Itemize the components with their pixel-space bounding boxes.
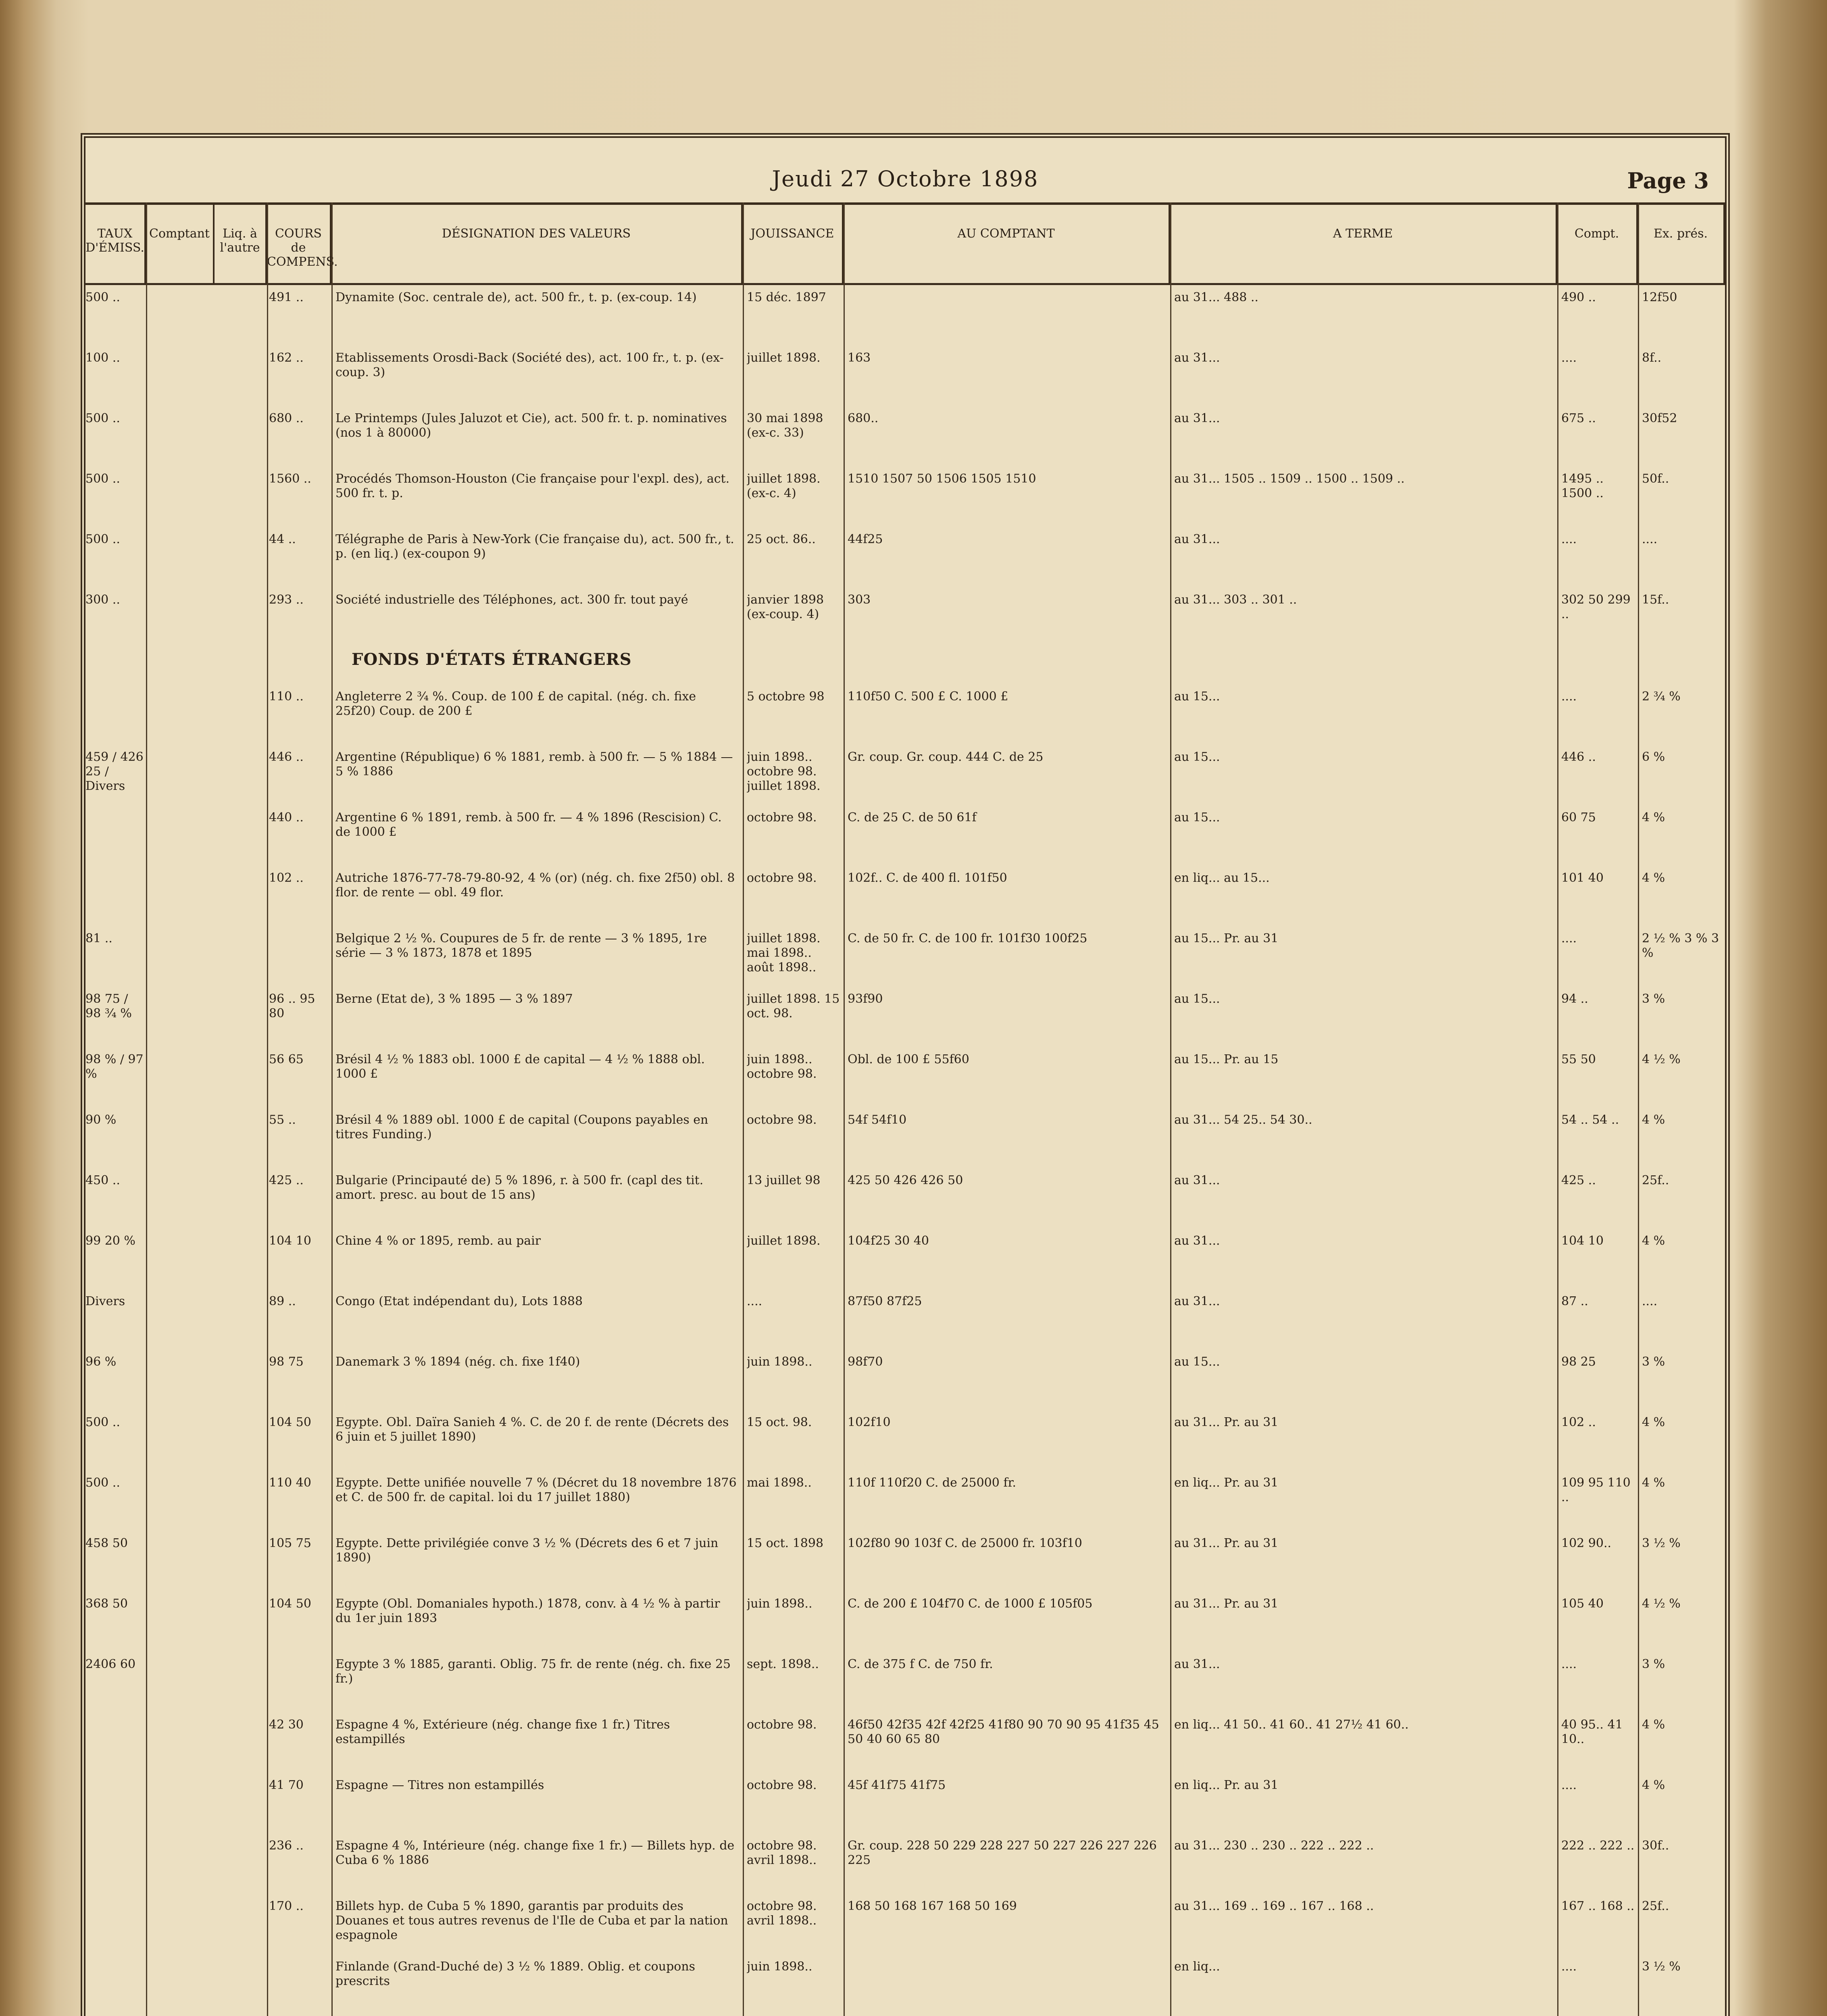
cell-designation: Egypte 3 % 1885, garanti. Oblig. 75 fr. de rente (nég. ch. fixe 25 fr.)	[335, 1657, 731, 1686]
cell-cloture: 490 ..	[1561, 290, 1596, 304]
cell-terme: au 15...	[1174, 689, 1220, 704]
cell-comptant: 425 50 426 426 50	[848, 1173, 963, 1187]
cell-taux: 450 ..	[85, 1173, 120, 1187]
cell-jouissance: juin 1898.. octobre 98.	[747, 1052, 817, 1081]
cell-interets: 12f50	[1642, 290, 1677, 304]
cell-designation: Egypte. Dette unifiée nouvelle 7 % (Décret du 18 novembre 1876 et C. de 500 fr. de capital. loi du 17 juillet 1880)	[335, 1476, 737, 1504]
cell-cloture: 60 75	[1561, 810, 1596, 825]
cell-cloture: 40 95.. 41 10..	[1561, 1718, 1623, 1746]
col-taux: TAUX D'ÉMISS.	[85, 202, 146, 283]
cell-cloture: 675 ..	[1561, 411, 1596, 425]
cell-interets: 4 %	[1642, 1234, 1665, 1248]
cell-interets: 25f..	[1642, 1899, 1669, 1913]
table-row	[85, 529, 1725, 589]
cell-designation: Congo (Etat indépendant du), Lots 1888	[335, 1294, 583, 1308]
cell-cloture: ....	[1561, 689, 1577, 704]
cell-comptant: C. de 200 £ 104f70 C. de 1000 £ 105f05	[848, 1597, 1093, 1611]
cell-cours: 1560 ..	[269, 472, 311, 486]
cell-terme: au 31... 488 ..	[1174, 290, 1258, 304]
cell-comptant: Obl. de 100 £ 55f60	[848, 1052, 969, 1066]
cell-cloture: 102 ..	[1561, 1415, 1596, 1429]
cell-designation: Espagne — Titres non estampillés	[335, 1778, 544, 1792]
cell-taux: 81 ..	[85, 931, 112, 946]
cell-designation: Espagne 4 %, Extérieure (nég. change fixe 1 fr.) Titres estampillés	[335, 1718, 670, 1746]
cell-terme: au 31...	[1174, 351, 1220, 365]
cell-cours: 104 10	[269, 1234, 311, 1248]
cell-jouissance: sept. 1898..	[747, 1657, 819, 1671]
cell-comptant: C. de 50 fr. C. de 100 fr. 101f30 100f25	[848, 931, 1087, 946]
cell-comptant: 98f70	[848, 1355, 883, 1369]
table-row	[85, 1896, 1725, 1956]
cell-terme: au 15... Pr. au 15	[1174, 1052, 1279, 1066]
cell-cloture: 167 .. 168 ..	[1561, 1899, 1635, 1913]
cell-comptant: 87f50 87f25	[848, 1294, 922, 1308]
table-row	[85, 1835, 1725, 1896]
cell-cours: 446 ..	[269, 750, 304, 764]
cell-jouissance: juillet 1898.	[747, 351, 821, 365]
cell-jouissance: juin 1898..	[747, 1960, 812, 1974]
cell-cloture: 446 ..	[1561, 750, 1596, 764]
cell-designation: Finlande (Grand-Duché de) 3 ½ % 1889. Oblig. et coupons prescrits	[335, 1960, 696, 1988]
cell-interets: 4 %	[1642, 1113, 1665, 1127]
cell-jouissance: octobre 98. avril 1898..	[747, 1899, 817, 1928]
cell-comptant: 110f50 C. 500 £ C. 1000 £	[848, 689, 1008, 704]
cell-comptant: 54f 54f10	[848, 1113, 907, 1127]
cell-interets: 4 %	[1642, 871, 1665, 885]
cell-designation: Brésil 4 % 1889 obl. 1000 £ de capital (Coupons payables en titres Funding.)	[335, 1113, 708, 1141]
cell-comptant: 303	[848, 593, 871, 607]
cell-cloture: ....	[1561, 532, 1577, 546]
cell-taux: Divers	[85, 1294, 125, 1308]
cell-designation: Egypte (Obl. Domaniales hypoth.) 1878, conv. à 4 ½ % à partir du 1er juin 1893	[335, 1597, 720, 1625]
cell-cloture: 55 50	[1561, 1052, 1596, 1066]
cell-jouissance: 5 octobre 98	[747, 689, 825, 704]
cell-terme: au 31...	[1174, 411, 1220, 425]
cell-terme: au 31... Pr. au 31	[1174, 1597, 1279, 1611]
table-row	[85, 348, 1725, 408]
table-row	[85, 1956, 1725, 2016]
cell-taux: 90 %	[85, 1113, 117, 1127]
cell-terme: au 15...	[1174, 810, 1220, 825]
cell-terme: au 31...	[1174, 1294, 1220, 1308]
cell-terme: en liq... 41 50.. 41 60.. 41 27½ 41 60..	[1174, 1718, 1409, 1732]
cell-jouissance: juillet 1898. 15 oct. 98.	[747, 992, 840, 1020]
cell-designation: Brésil 4 ½ % 1883 obl. 1000 £ de capital — 4 ½ % 1888 obl. 1000 £	[335, 1052, 705, 1081]
cell-cours: 162 ..	[269, 351, 304, 365]
cell-interets: 50f..	[1642, 472, 1669, 486]
cell-comptant: Gr. coup. Gr. coup. 444 C. de 25	[848, 750, 1044, 764]
col-interets: Ex. prés.	[1638, 202, 1725, 283]
cell-terme: au 31... Pr. au 31	[1174, 1536, 1279, 1550]
cell-terme: au 31...	[1174, 1173, 1220, 1187]
cell-jouissance: juin 1898..	[747, 1355, 812, 1369]
table-row	[85, 989, 1725, 1049]
cell-terme: au 15...	[1174, 750, 1220, 764]
cell-terme: en liq... au 15...	[1174, 871, 1270, 885]
page-header	[85, 138, 1725, 205]
cell-cours: 236 ..	[269, 1839, 304, 1853]
cell-taux: 500 ..	[85, 290, 120, 304]
cell-cloture: ....	[1561, 351, 1577, 365]
table-row	[85, 1291, 1725, 1352]
cell-jouissance: juillet 1898. (ex-c. 4)	[747, 472, 821, 500]
col-designation: DÉSIGNATION DES VALEURS	[331, 202, 743, 283]
table-row	[85, 1472, 1725, 1533]
cell-designation: Argentine (République) 6 % 1881, remb. à 500 fr. — 5 % 1884 — 5 % 1886	[335, 750, 733, 779]
cell-cloture: 302 50 299 ..	[1561, 593, 1631, 621]
cell-cloture: 425 ..	[1561, 1173, 1596, 1187]
cell-comptant: 102f80 90 103f C. de 25000 fr. 103f10	[848, 1536, 1082, 1550]
table-row	[85, 868, 1725, 928]
col-au-comptant: AU COMPTANT	[844, 202, 1170, 283]
cell-taux: 500 ..	[85, 411, 120, 425]
cell-comptant: 110f 110f20 C. de 25000 fr.	[848, 1476, 1017, 1490]
table-row	[85, 1654, 1725, 1714]
cell-jouissance: juillet 1898. mai 1898.. août 1898..	[747, 931, 821, 975]
cell-designation: Espagne 4 %, Intérieure (nég. change fixe 1 fr.) — Billets hyp. de Cuba 6 % 1886	[335, 1839, 735, 1867]
cell-jouissance: octobre 98.	[747, 1113, 817, 1127]
col-a-terme: A TERME	[1170, 202, 1557, 283]
cell-terme: au 15... Pr. au 31	[1174, 931, 1279, 946]
cell-interets: 4 %	[1642, 1718, 1665, 1732]
cell-cloture: ....	[1561, 1657, 1577, 1671]
table-row	[85, 1049, 1725, 1110]
cell-comptant: Gr. coup. 228 50 229 228 227 50 227 226 227 226 225	[848, 1839, 1157, 1867]
cell-comptant: 93f90	[848, 992, 883, 1006]
cell-cloture: ....	[1561, 1778, 1577, 1792]
cell-interets: 30f..	[1642, 1839, 1669, 1853]
cell-jouissance: octobre 98. avril 1898..	[747, 1839, 817, 1867]
cell-interets: 3 %	[1642, 992, 1665, 1006]
cell-interets: 4 ½ %	[1642, 1052, 1681, 1066]
cell-jouissance: 30 mai 1898 (ex-c. 33)	[747, 411, 823, 440]
col-comptant: Comptant	[146, 202, 215, 283]
cell-interets: 4 %	[1642, 810, 1665, 825]
cell-designation: Société industrielle des Téléphones, act. 300 fr. tout payé	[335, 593, 688, 607]
cell-designation: Danemark 3 % 1894 (nég. ch. fixe 1f40)	[335, 1355, 580, 1369]
cell-jouissance: janvier 1898 (ex-coup. 4)	[747, 593, 824, 621]
col-jouissance: JOUISSANCE	[743, 202, 844, 283]
cell-taux: 500 ..	[85, 472, 120, 486]
cell-designation: Egypte. Dette privilégiée conve 3 ½ % (Décrets des 6 et 7 juin 1890)	[335, 1536, 719, 1565]
col-cours: COURS de COMPENS.	[267, 202, 331, 283]
cell-comptant: 45f 41f75 41f75	[848, 1778, 946, 1792]
cell-comptant: C. de 25 C. de 50 61f	[848, 810, 977, 825]
cell-taux: 96 %	[85, 1355, 117, 1369]
cell-terme: au 31...	[1174, 532, 1220, 546]
cell-designation: Procédés Thomson-Houston (Cie française pour l'expl. des), act. 500 fr. t. p.	[335, 472, 730, 500]
cell-cours: 425 ..	[269, 1173, 304, 1187]
table-row	[85, 1170, 1725, 1231]
cell-jouissance: mai 1898..	[747, 1476, 812, 1490]
cell-cloture: 87 ..	[1561, 1294, 1588, 1308]
cell-designation: Bulgarie (Principauté de) 5 % 1896, r. à 500 fr. (capl des tit. amort. presc. au bout de 15 ans)	[335, 1173, 704, 1202]
table-row	[85, 1412, 1725, 1472]
cell-taux: 100 ..	[85, 351, 120, 365]
cell-comptant: 44f25	[848, 532, 883, 546]
cell-comptant: 1510 1507 50 1506 1505 1510	[848, 472, 1036, 486]
cell-interets: 25f..	[1642, 1173, 1669, 1187]
cell-jouissance: 15 déc. 1897	[747, 290, 826, 304]
cell-taux: 99 20 %	[85, 1234, 135, 1248]
cell-jouissance: octobre 98.	[747, 810, 817, 825]
cell-cours: 680 ..	[269, 411, 304, 425]
cell-cloture: 101 40	[1561, 871, 1604, 885]
section-title-text: FONDS D'ÉTATS ÉTRANGERS	[352, 650, 632, 669]
cell-cloture: 94 ..	[1561, 992, 1588, 1006]
cell-taux: 500 ..	[85, 1476, 120, 1490]
cell-cours: 491 ..	[269, 290, 304, 304]
cell-interets: ....	[1642, 532, 1658, 546]
cell-cours: 42 30	[269, 1718, 304, 1732]
cell-interets: ....	[1642, 1294, 1658, 1308]
table-row	[85, 686, 1725, 747]
listing-table	[85, 283, 1725, 2016]
cell-designation: Chine 4 % or 1895, remb. au pair	[335, 1234, 541, 1248]
cell-terme: au 31...	[1174, 1234, 1220, 1248]
table-row	[85, 408, 1725, 469]
cell-jouissance: 15 oct. 98.	[747, 1415, 812, 1429]
page-number: Page 3	[1627, 168, 1709, 194]
cell-interets: 4 ½ %	[1642, 1597, 1681, 1611]
cell-interets: 2 ¾ %	[1642, 689, 1681, 704]
cell-cours: 41 70	[269, 1778, 304, 1792]
cell-cloture: 105 40	[1561, 1597, 1604, 1611]
table-row	[85, 747, 1725, 807]
cell-terme: au 31... 54 25.. 54 30..	[1174, 1113, 1312, 1127]
cell-jouissance: ....	[747, 1294, 762, 1308]
table-row	[85, 1231, 1725, 1291]
table-row	[85, 1775, 1725, 1835]
cell-cloture: 54 .. 54 ..	[1561, 1113, 1619, 1127]
cell-cloture: 222 .. 222 ..	[1561, 1839, 1635, 1853]
table-row	[85, 1714, 1725, 1775]
cell-interets: 3 ½ %	[1642, 1960, 1681, 1974]
cell-cours: 98 75	[269, 1355, 304, 1369]
cell-designation: Angleterre 2 ¾ %. Coup. de 100 £ de capital. (nég. ch. fixe 25f20) Coup. de 200 £	[335, 689, 696, 718]
cell-interets: 30f52	[1642, 411, 1677, 425]
cell-cours: 293 ..	[269, 593, 304, 607]
cell-interets: 15f..	[1642, 593, 1669, 607]
cell-cours: 102 ..	[269, 871, 304, 885]
cell-cours: 89 ..	[269, 1294, 296, 1308]
cell-jouissance: 25 oct. 86..	[747, 532, 816, 546]
cell-cours: 104 50	[269, 1597, 311, 1611]
cell-terme: au 31... 303 .. 301 ..	[1174, 593, 1297, 607]
cell-cours: 44 ..	[269, 532, 296, 546]
cell-terme: au 15...	[1174, 992, 1220, 1006]
cell-taux: 500 ..	[85, 1415, 120, 1429]
cell-interets: 4 %	[1642, 1778, 1665, 1792]
table-row	[85, 287, 1725, 348]
cell-interets: 4 %	[1642, 1476, 1665, 1490]
section-title	[85, 650, 1725, 678]
cell-terme: en liq...	[1174, 1960, 1220, 1974]
cell-comptant: 168 50 168 167 168 50 169	[848, 1899, 1017, 1913]
cell-interets: 3 %	[1642, 1657, 1665, 1671]
cell-taux: 459 / 426 25 / Divers	[85, 750, 144, 793]
cell-cloture: ....	[1561, 1960, 1577, 1974]
cell-comptant: 163	[848, 351, 871, 365]
cell-designation: Dynamite (Soc. centrale de), act. 500 fr., t. p. (ex-coup. 14)	[335, 290, 697, 304]
table-row	[85, 469, 1725, 529]
cell-cours: 110 40	[269, 1476, 311, 1490]
cell-interets: 4 %	[1642, 1415, 1665, 1429]
cell-cours: 56 65	[269, 1052, 304, 1066]
cell-interets: 6 %	[1642, 750, 1665, 764]
cell-designation: Le Printemps (Jules Jaluzot et Cie), act. 500 fr. t. p. nominatives (nos 1 à 80000)	[335, 411, 727, 440]
cell-jouissance: juillet 1898.	[747, 1234, 821, 1248]
cell-interets: 3 %	[1642, 1355, 1665, 1369]
table-row	[85, 928, 1725, 989]
cell-designation: Egypte. Obl. Daïra Sanieh 4 %. C. de 20 f. de rente (Décrets des 6 juin et 5 juillet 1890)	[335, 1415, 729, 1444]
cell-cours: 170 ..	[269, 1899, 304, 1913]
cell-comptant: 680..	[848, 411, 879, 425]
cell-cours: 55 ..	[269, 1113, 296, 1127]
col-compt: Compt.	[1557, 202, 1638, 283]
cell-cloture: 98 25	[1561, 1355, 1596, 1369]
cell-terme: au 15...	[1174, 1355, 1220, 1369]
cell-cours: 104 50	[269, 1415, 311, 1429]
cell-comptant: 46f50 42f35 42f 42f25 41f80 90 70 90 95 41f35 45 50 40 60 65 80	[848, 1718, 1159, 1746]
col-liq: Liq. à l'autre	[215, 202, 267, 283]
page-date: Jeudi 27 Octobre 1898	[772, 166, 1039, 192]
cell-comptant: 102f.. C. de 400 fl. 101f50	[848, 871, 1007, 885]
cell-designation: Berne (Etat de), 3 % 1895 — 3 % 1897	[335, 992, 573, 1006]
cell-comptant: 102f10	[848, 1415, 891, 1429]
cell-taux: 458 50	[85, 1536, 128, 1550]
cell-taux: 500 ..	[85, 532, 120, 546]
cell-designation: Billets hyp. de Cuba 5 % 1890, garantis par produits des Douanes et tous autres revenus de l'Ile de Cuba et par la nation espagnole	[335, 1899, 728, 1942]
cell-jouissance: 13 juillet 98	[747, 1173, 821, 1187]
table-row	[85, 1352, 1725, 1412]
cell-cloture: 109 95 110 ..	[1561, 1476, 1631, 1504]
cell-terme: au 31... 230 .. 230 .. 222 .. 222 ..	[1174, 1839, 1374, 1853]
cell-jouissance: octobre 98.	[747, 1718, 817, 1732]
cell-jouissance: octobre 98.	[747, 871, 817, 885]
cell-designation: Argentine 6 % 1891, remb. à 500 fr. — 4 % 1896 (Rescision) C. de 1000 £	[335, 810, 722, 839]
cell-jouissance: octobre 98.	[747, 1778, 817, 1792]
table-row	[85, 1110, 1725, 1170]
cell-terme: en liq... Pr. au 31	[1174, 1476, 1279, 1490]
cell-taux: 98 75 / 98 ¾ %	[85, 992, 132, 1020]
cell-terme: au 31...	[1174, 1657, 1220, 1671]
cell-designation: Belgique 2 ½ %. Coupures de 5 fr. de rente — 3 % 1895, 1re série — 3 % 1873, 1878 et 1895	[335, 931, 707, 960]
cell-comptant: C. de 375 f C. de 750 fr.	[848, 1657, 993, 1671]
cell-cloture: 102 90..	[1561, 1536, 1612, 1550]
cell-taux: 368 50	[85, 1597, 128, 1611]
cell-taux: 2406 60	[85, 1657, 136, 1671]
cell-terme: au 31... 169 .. 169 .. 167 .. 168 ..	[1174, 1899, 1374, 1913]
cell-cours: 110 ..	[269, 689, 304, 704]
cell-designation: Etablissements Orosdi-Back (Société des), act. 100 fr., t. p. (ex-coup. 3)	[335, 351, 724, 379]
cell-terme: en liq... Pr. au 31	[1174, 1778, 1279, 1792]
cell-taux: 98 % / 97 %	[85, 1052, 144, 1081]
cell-interets: 3 ½ %	[1642, 1536, 1681, 1550]
cell-jouissance: 15 oct. 1898	[747, 1536, 824, 1550]
cell-interets: 8f..	[1642, 351, 1662, 365]
cell-cours: 105 75	[269, 1536, 311, 1550]
cell-cloture: ....	[1561, 931, 1577, 946]
cell-jouissance: juin 1898.. octobre 98. juillet 1898.	[747, 750, 821, 793]
table-row	[85, 1533, 1725, 1593]
cell-terme: au 31... 1505 .. 1509 .. 1500 .. 1509 ..	[1174, 472, 1405, 486]
cell-jouissance: juin 1898..	[747, 1597, 812, 1611]
cell-comptant: 104f25 30 40	[848, 1234, 929, 1248]
cell-cloture: 104 10	[1561, 1234, 1604, 1248]
cell-designation: Télégraphe de Paris à New-York (Cie française du), act. 500 fr., t. p. (en liq.) (ex-coupon 9)	[335, 532, 734, 561]
cell-cloture: 1495 .. 1500 ..	[1561, 472, 1604, 500]
table-row	[85, 1593, 1725, 1654]
cell-terme: au 31... Pr. au 31	[1174, 1415, 1279, 1429]
cell-cours: 440 ..	[269, 810, 304, 825]
cell-cours: 96 .. 95 80	[269, 992, 315, 1020]
table-row	[85, 589, 1725, 650]
table-row	[85, 807, 1725, 868]
newspaper-sheet	[81, 133, 1730, 2016]
cell-interets: 2 ½ % 3 % 3 %	[1642, 931, 1719, 960]
cell-taux: 300 ..	[85, 593, 120, 607]
cell-designation: Autriche 1876-77-78-79-80-92, 4 % (or) (nég. ch. fixe 2f50) obl. 8 flor. de rente — obl. 49 flor.	[335, 871, 735, 900]
